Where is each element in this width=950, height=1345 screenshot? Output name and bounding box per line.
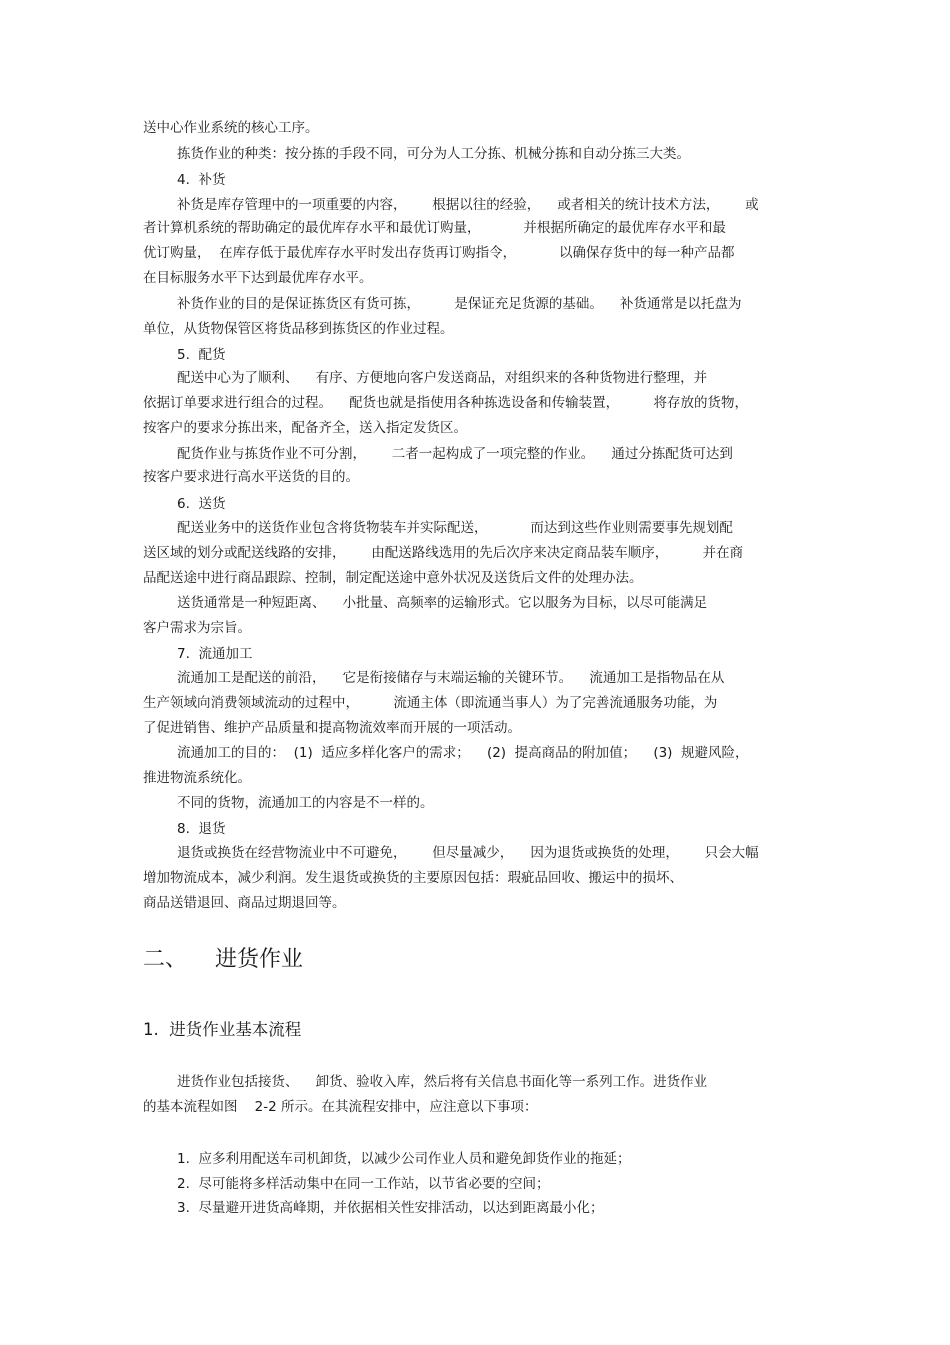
subsection-title: 1. 进货作业基本流程 xyxy=(143,1020,302,1039)
paragraph-line: 送中心作业系统的核心工序。 xyxy=(143,120,319,136)
list-item: 3. 尽量避开进货高峰期，并依据相关性安排活动，以达到距离最小化； xyxy=(177,1200,604,1216)
item-heading: 4. 补货 xyxy=(177,172,226,188)
paragraph-line: 商品送错退回、商品过期退回等。 xyxy=(143,895,346,911)
paragraph-line: 在目标服务水平下达到最优库存水平。 xyxy=(143,270,373,286)
section-title: 二、 进货作业 xyxy=(143,947,303,972)
paragraph-line: 拣货作业的种类：按分拣的手段不同，可分为人工分拣、机械分拣和自动分拣三大类。 xyxy=(177,146,690,162)
paragraph-line: 按客户要求进行高水平送货的目的。 xyxy=(143,469,359,485)
paragraph-line: 退货或换货在经营物流业中不可避免， 但尽量减少， 因为退货或换货的处理， 只会大幅 xyxy=(177,845,759,861)
paragraph-line: 生产领域向消费领域流动的过程中， 流通主体（即流通当事人）为了完善流通服务功能，为 xyxy=(143,695,718,711)
paragraph-line: 配货作业与拣货作业不可分割， 二者一起构成了一项完整的作业。 通过分拣配货可达到 xyxy=(177,446,733,462)
list-item: 2. 尽可能将多样活动集中在同一工作站，以节省必要的空间； xyxy=(177,1176,550,1192)
paragraph-line: 客户需求为宗旨。 xyxy=(143,620,251,636)
item-heading: 5. 配货 xyxy=(177,347,226,363)
paragraph-line: 优订购量， 在库存低于最优库存水平时发出存货再订购指令， 以确保存货中的每一种产品都 xyxy=(143,245,735,261)
paragraph-line: 流通加工是配送的前沿， 它是衔接储存与末端运输的关键环节。 流通加工是指物品在从 xyxy=(177,670,725,686)
paragraph-line: 单位，从货物保管区将货品移到拣货区的作业过程。 xyxy=(143,321,454,337)
paragraph-line: 不同的货物，流通加工的内容是不一样的。 xyxy=(177,795,434,811)
item-heading: 6. 送货 xyxy=(177,496,226,512)
item-heading: 7. 流通加工 xyxy=(177,646,253,662)
paragraph-line: 品配送途中进行商品跟踪、控制，制定配送途中意外状况及送货后文件的处理办法。 xyxy=(143,570,643,586)
paragraph-line: 了促进销售、维护产品质量和提高物流效率而开展的一项活动。 xyxy=(143,720,521,736)
paragraph-line: 者计算机系统的帮助确定的最优库存水平和最优订购量， 并根据所确定的最优库存水平和最 xyxy=(143,220,726,236)
item-heading: 8. 退货 xyxy=(177,821,226,837)
paragraph-line: 推进物流系统化。 xyxy=(143,770,251,786)
paragraph-line: 进货作业包括接货、 卸货、验收入库，然后将有关信息书面化等一系列工作。进货作业 xyxy=(177,1074,708,1090)
paragraph-line: 按客户的要求分拣出来，配备齐全，送入指定发货区。 xyxy=(143,420,467,436)
paragraph-line: 补货是库存管理中的一项重要的内容， 根据以往的经验， 或者相关的统计技术方法， 或 xyxy=(177,197,759,213)
paragraph-line: 送货通常是一种短距离、 小批量、高频率的运输形式。它以服务为目标，以尽可能满足 xyxy=(177,595,708,611)
paragraph-line: 的基本流程如图 2-2 所示。在其流程安排中，应注意以下事项： xyxy=(143,1099,538,1115)
paragraph-line: 补货作业的目的是保证拣货区有货可拣， 是保证充足货源的基础。 补货通常是以托盘为 xyxy=(177,296,742,312)
paragraph-line: 依据订单要求进行组合的过程。 配货也就是指使用各种拣选设备和传输装置， 将存放的货物， xyxy=(143,395,748,411)
list-item: 1. 应多利用配送车司机卸货，以减少公司作业人员和避免卸货作业的拖延； xyxy=(177,1151,631,1167)
paragraph-line: 配送业务中的送货作业包含将货物装车并实际配送， 而达到这些作业则需要事先规划配 xyxy=(177,520,733,536)
paragraph-line: 配送中心为了顺利、 有序、方便地向客户发送商品，对组织来的各种货物进行整理，并 xyxy=(177,370,708,386)
paragraph-line: 流通加工的目的： (1) 适应多样化客户的需求； (2) 提高商品的附加值； (3) 规避风险， xyxy=(177,745,749,761)
paragraph-line: 送区域的划分或配送线路的安排， 由配送路线选用的先后次序来决定商品装车顺序， 并在商 xyxy=(143,545,744,561)
paragraph-line: 增加物流成本，减少利润。发生退货或换货的主要原因包括：瑕疵品回收、搬运中的损坏、 xyxy=(143,870,683,886)
